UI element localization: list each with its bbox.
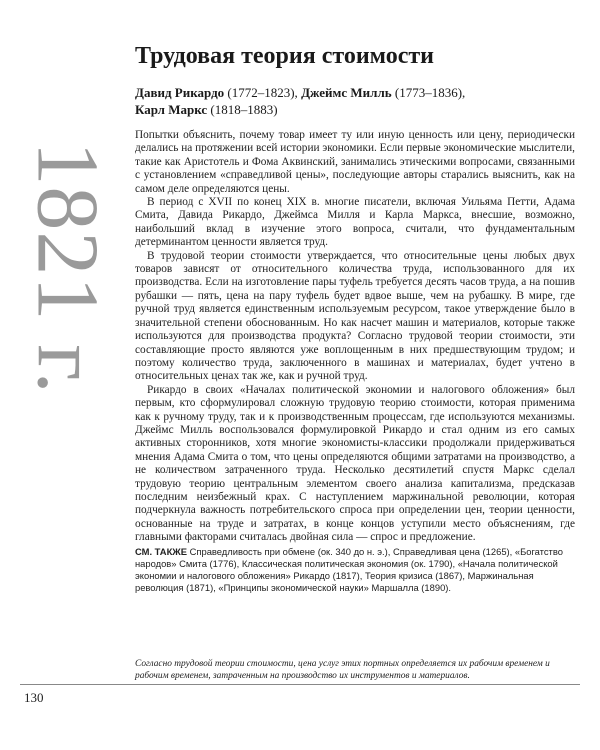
author-dates: (1818–1883): [207, 102, 278, 117]
author-dates: (1773–1836),: [391, 85, 466, 100]
see-also: [135, 546, 575, 594]
author-name: Карл Маркс: [135, 102, 208, 117]
see-also-text: Справедливость при обмене (ок. 340 до н. э.), Справедливая цена (1265), «Богатство народов» Смита (1776), Классическая политическая экономия (ок. 1790), «Начала политической экономии и налогового обложения» Рикардо (1817), Теория кризиса (1867), Маржинальная революция (1871), «Принципы экономической науки» Маршалла (1890).: [135, 546, 563, 593]
paragraph: В трудовой теории стоимости утверждается, что относительные цены любых двух товаров зависят от относительного количества труда, использованного для их производства. Если на изготовление пары туфель требуется десять часов труда, а на пошив рубашки — пять, цена на пару туфель будет вдвое выше, чем на рубашку. В мире, где ручной труд является единственным используемым ресурсом, такое утверждение было в значительной степени обоснованным. Но как насчет машин и материалов, которые также используются для производства продукта? Согласно трудовой теории стоимости, эти составляющие просто являются уже воплощенным в них предшествующим трудом; и поэтому количество труда, заключенного в машинах и материалах, будет учтено в относительных ценах так же, как и ручной труд.: [135, 249, 575, 383]
author-name: Джеймс Милль: [301, 85, 392, 100]
author-name: Давид Рикардо: [135, 85, 225, 100]
paragraph: Рикардо в своих «Началах политической экономии и налогового обложения» был первым, кто сформулировал сложную трудовую теорию стоимости, которая применима как к ручному труду, так и к производственным процессам, где используются механизмы. Джеймс Милль воспользовался формулировкой Рикардо и стал одним из его самых активных сторонников, хотя многие экономисты-классики продолжали придерживаться мнения Адама Смита о том, что цены определяются общими затратами на производство, а не количеством затраченного труда. Несколько десятилетий спустя Маркс сделал трудовую теорию центральным элементом своего анализа капитализма, предсказав последним неизбежный крах. С наступлением маржинальной революции, которая подчеркнула важность потребительского спроса при определении цен, теории ценности, основанные на труде и затратах, в конце концов уступили место объяснениям, где главными факторами считалась двойная сила — спрос и предложение.: [135, 383, 575, 544]
author-dates: (1772–1823),: [224, 85, 302, 100]
page-title: Трудовая теория стоимости: [135, 43, 434, 69]
see-also-lead: СМ. ТАКЖЕ: [135, 546, 188, 557]
article-body: [135, 129, 575, 545]
authors-line-1: [135, 84, 575, 101]
paragraph: В период с XVII по конец XIX в. многие писатели, включая Уильяма Петти, Адама Смита, Давида Рикардо, Джеймса Милля и Карла Маркса, внесшие, возможно, наибольший вклад в изучение этого вопроса, считали, что фундаментальным детерминантом ценности является труд.: [135, 196, 575, 249]
page-number: 130: [24, 690, 44, 705]
authors-block: [135, 84, 575, 118]
authors-line-2: [135, 101, 575, 118]
year-label: [18, 58, 116, 478]
footer-divider: [20, 684, 580, 685]
year-text: 1821 г.: [18, 141, 116, 395]
image-caption: Согласно трудовой теории стоимости, цена услуг этих портных определяется их рабочим временем и рабочим временем, затраченным на производство их инструментов и материалов.: [135, 659, 550, 681]
paragraph: Попытки объяснить, почему товар имеет ту или иную ценность или цену, периодически делались на протяжении всей истории экономики. Если первые экономические мыслители, такие как Аристотель и Фома Аквинский, занимались этическими вопросами, связанными с установлением «справедливой цены», последующие авторы старались выяснить, как на самом деле определяются цены.: [135, 129, 575, 195]
